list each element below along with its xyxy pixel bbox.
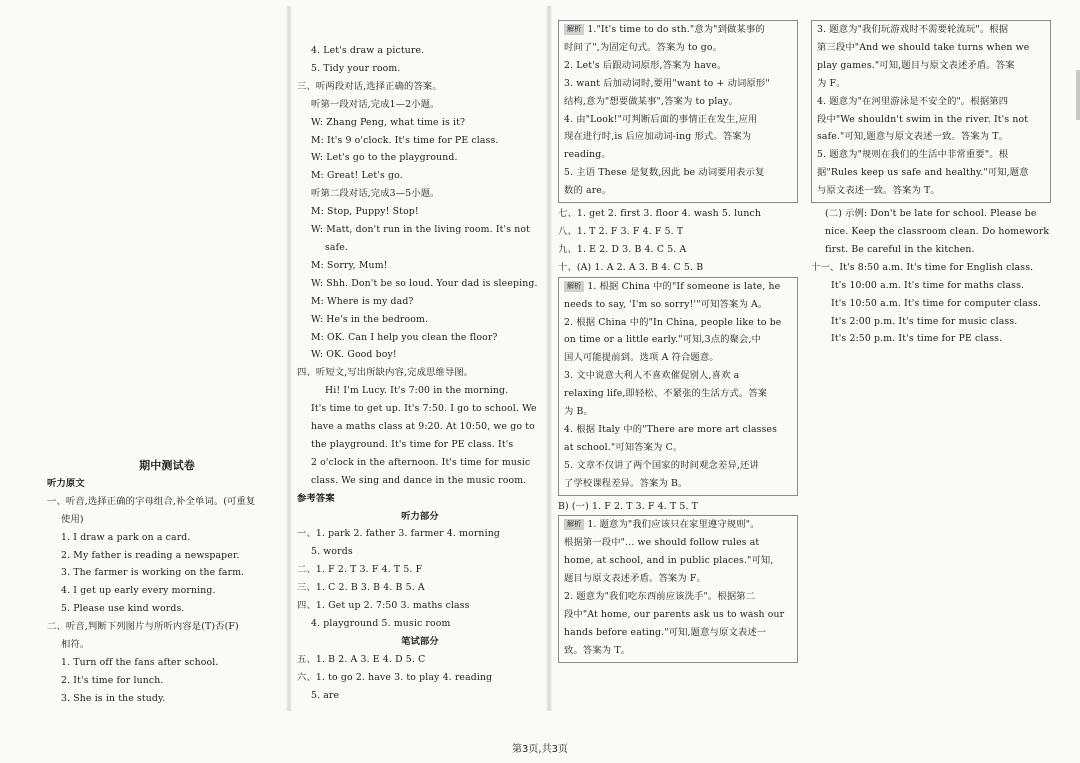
passage-line: have a maths class at 9:20. At 10:50, we go to (311, 421, 535, 433)
explanation-line: 1. 题意为"我们应该只在家里遵守规则"。 (587, 519, 760, 531)
answer-line: 十、(A) 1. A 2. A 3. B 4. C 5. B (558, 261, 704, 273)
answer-line: It's 10:50 a.m. It's time for computer class. (831, 297, 1041, 309)
column-4 (811, 20, 1051, 348)
written-heading: 笔试部分 (401, 635, 439, 647)
explanation-line: 1. 根据 China 中的"If someone is late, he (587, 280, 781, 292)
explanation-line: 5. 文章不仅讲了两个国家的时间观念差异,还讲 (564, 459, 759, 471)
explanation-line: needs to say, 'I'm so sorry!'"可知答案为 A。 (564, 298, 768, 310)
answer-line: 四、1. Get up 2. 7:50 3. maths class (297, 600, 470, 612)
listening-heading: 听力部分 (401, 510, 439, 522)
question-text: 一、听音,选择正确的字母组合,补全单词。(可重复 (47, 495, 256, 507)
dialogue-line: W: He's in the bedroom. (311, 313, 429, 325)
list-item: 5. Please use kind words. (61, 603, 185, 615)
explanation-line: 3. 题意为"我们玩游戏时不需要轮流玩"。根据 (817, 24, 1009, 35)
explanation-box (558, 515, 798, 662)
dialogue-line: M: Where is my dad? (311, 295, 414, 307)
question-text: 三、听两段对话,选择正确的答案。 (297, 80, 442, 92)
list-item: 3. The farmer is working on the farm. (61, 567, 245, 579)
answer-line: first. Be careful in the kitchen. (825, 243, 975, 255)
answer-line: (二) 示例: Don't be late for school. Please be (825, 208, 1037, 220)
explanation-line: 2. 题意为"我们吃东西前应该洗手"。根据第二 (564, 591, 756, 603)
exam-title: 期中测试卷 (139, 459, 195, 472)
passage-line: Hi! I'm Lucy. It's 7:00 in the morning. (325, 385, 509, 397)
explanation-line: safe."可知,题意与原文表述一致。答案为 T。 (817, 131, 1009, 143)
answer-line: 5. words (311, 546, 353, 558)
answer-line: 八、1. T 2. F 3. F 4. F 5. T (558, 225, 684, 237)
answer-line: 4. playground 5. music room (311, 618, 451, 629)
dialogue-line: W: OK. Good boy! (311, 349, 397, 361)
explanation-line: 了学校课程差异。答案为 B。 (564, 477, 688, 489)
explanation-box (558, 277, 798, 496)
explanation-line: 致。答案为 T。 (564, 644, 631, 656)
explanation-line: 据"Rules keep us safe and healthy."可知,题意 (817, 167, 1029, 179)
dialogue-line: M: Great! Let's go. (311, 170, 403, 182)
explanation-line: 根据第一段中"... we should follow rules at (564, 537, 760, 549)
explanation-tag: 解析 (564, 24, 584, 35)
column-1 (47, 457, 287, 708)
explanation-line: 数的 are。 (564, 185, 612, 197)
answer-line: 六、1. to go 2. have 3. to play 4. reading (297, 671, 493, 683)
answer-line: 三、1. C 2. B 3. B 4. B 5. A (297, 582, 425, 594)
explanation-line: on time or a little early."可知,3点的聚会,中 (564, 334, 762, 346)
column-2 (297, 42, 543, 705)
page-edge-mark (1076, 70, 1080, 120)
explanation-line: hands before eating."可知,题意与原文表述一 (564, 626, 767, 638)
instruction-text: 听第二段对话,完成3—5小题。 (311, 188, 440, 200)
section-heading: 听力原文 (47, 477, 85, 489)
list-item: 3. She is in the study. (61, 692, 166, 704)
explanation-line: 5. 题意为"规则在我们的生活中非常重要"。根 (817, 149, 1009, 161)
explanation-line: 为 B。 (564, 406, 593, 418)
passage-line: the playground. It's time for PE class. It's (311, 438, 514, 450)
answer-line: 二、1. F 2. T 3. F 4. T 5. F (297, 564, 423, 576)
answer-line: It's 2:00 p.m. It's time for music class. (831, 315, 1018, 327)
list-item: 1. Turn off the fans after school. (61, 656, 219, 668)
dialogue-line: W: Let's go to the playground. (311, 152, 458, 164)
explanation-box (558, 20, 798, 203)
explanation-line: 4. 题意为"在河里游泳是不安全的"。根据第四 (817, 95, 1009, 107)
explanation-line: 3. 文中说意大利人不喜欢催促别人,喜欢 a (564, 370, 740, 382)
explanation-line: 第三段中"And we should take turns when we (817, 41, 1030, 53)
passage-line: class. We sing and dance in the music room. (311, 474, 527, 486)
answer-line: 十一、It's 8:50 a.m. It's time for English class. (811, 261, 1034, 273)
answer-line: 一、1. park 2. father 3. farmer 4. morning (297, 528, 500, 540)
answers-heading: 参考答案 (297, 492, 335, 504)
instruction-text: 听第一段对话,完成1—2小题。 (311, 98, 440, 110)
list-item: 2. My father is reading a newspaper. (61, 549, 240, 561)
list-item: 5. Tidy your room. (311, 62, 401, 74)
explanation-line: reading。 (564, 149, 611, 161)
explanation-line: 2. Let's 后跟动词原形,答案为 have。 (564, 59, 727, 71)
explanation-line: 题目与原文表述矛盾。答案为 F。 (564, 573, 706, 585)
explanation-line: 2. 根据 China 中的"In China, people like to be (564, 316, 782, 328)
answer-line: 5. are (311, 689, 340, 701)
explanation-line: 现在进行时,is 后应加动词-ing 形式。答案为 (564, 131, 752, 143)
question-text: 四、听短文,写出所缺内容,完成思维导图。 (297, 367, 474, 379)
column-3 (558, 20, 798, 665)
answer-line: B) (一) 1. F 2. T 3. F 4. T 5. T (558, 500, 699, 512)
explanation-line: 为 F。 (817, 77, 846, 89)
answer-line: It's 10:00 a.m. It's time for maths class. (831, 279, 1025, 291)
explanation-line: 结构,意为"想要做某事",答案为 to play。 (564, 95, 739, 107)
dialogue-line: M: OK. Can I help you clean the floor? (311, 331, 498, 343)
explanation-line: 5. 主语 These 是复数,因此 be 动词要用表示复 (564, 167, 765, 179)
list-item: 4. Let's draw a picture. (311, 45, 425, 56)
answer-line: 九、1. E 2. D 3. B 4. C 5. A (558, 243, 687, 255)
question-text: 二、听音,判断下列图片与所听内容是(T)否(F) (47, 621, 239, 633)
dialogue-line: M: Stop, Puppy! Stop! (311, 206, 419, 218)
explanation-line: at school."可知答案为 C。 (564, 441, 683, 453)
passage-line: It's time to get up. It's 7:50. I go to school. We (311, 403, 537, 415)
answer-line: 五、1. B 2. A 3. E 4. D 5. C (297, 653, 426, 665)
passage-line: 2 o'clock in the afternoon. It's time for music (311, 456, 531, 468)
explanation-line: play games."可知,题目与原文表述矛盾。答案 (817, 59, 1015, 71)
list-item: 1. I draw a park on a card. (61, 531, 191, 543)
explanation-line: 4. 由"Look!"可判断后面的事情正在发生,应用 (564, 113, 758, 125)
explanation-line: 1."It's time to do sth."意为"到做某事的 (587, 24, 765, 35)
explanation-line: 4. 根据 Italy 中的"There are more art classes (564, 423, 778, 435)
answer-line: It's 2:50 p.m. It's time for PE class. (831, 333, 1003, 345)
explanation-box (811, 20, 1051, 203)
page-number: 第3页,共3页 (512, 744, 568, 755)
explanation-line: 3. want 后加动词时,要用"want to + 动词原形" (564, 77, 770, 89)
explanation-line: 时间了",为固定句式。答案为 to go。 (564, 41, 723, 53)
dialogue-line: W: Zhang Peng, what time is it? (311, 116, 466, 128)
explanation-line: 国人可能提前到。选项 A 符合题意。 (564, 352, 719, 364)
question-text: 相符。 (61, 639, 90, 651)
explanation-line: 段中"We shouldn't swim in the river. It's not (817, 113, 1029, 125)
explanation-line: home, at school, and in public places."可知, (564, 555, 774, 567)
page-fold-shadow (546, 6, 552, 711)
dialogue-line: M: It's 9 o'clock. It's time for PE class. (311, 134, 499, 146)
dialogue-line: W: Matt, don't run in the living room. It's not (311, 224, 531, 236)
answer-line: 七、1. get 2. first 3. floor 4. wash 5. lunch (558, 208, 762, 220)
explanation-line: 与原文表述一致。答案为 T。 (817, 185, 940, 197)
list-item: 4. I get up early every morning. (61, 585, 216, 597)
dialogue-line: safe. (325, 241, 348, 253)
list-item: 2. It's time for lunch. (61, 674, 164, 686)
explanation-line: 段中"At home, our parents ask us to wash our (564, 609, 785, 620)
dialogue-line: M: Sorry, Mum! (311, 259, 388, 271)
explanation-line: relaxing life,即轻松、不紧张的生活方式。答案 (564, 388, 768, 400)
answer-line: nice. Keep the classroom clean. Do homework (825, 225, 1050, 237)
explanation-tag: 解析 (564, 519, 584, 530)
dialogue-line: W: Shh. Don't be so loud. Your dad is sleeping. (311, 277, 538, 289)
explanation-tag: 解析 (564, 281, 584, 292)
question-text: 使用) (61, 513, 84, 525)
